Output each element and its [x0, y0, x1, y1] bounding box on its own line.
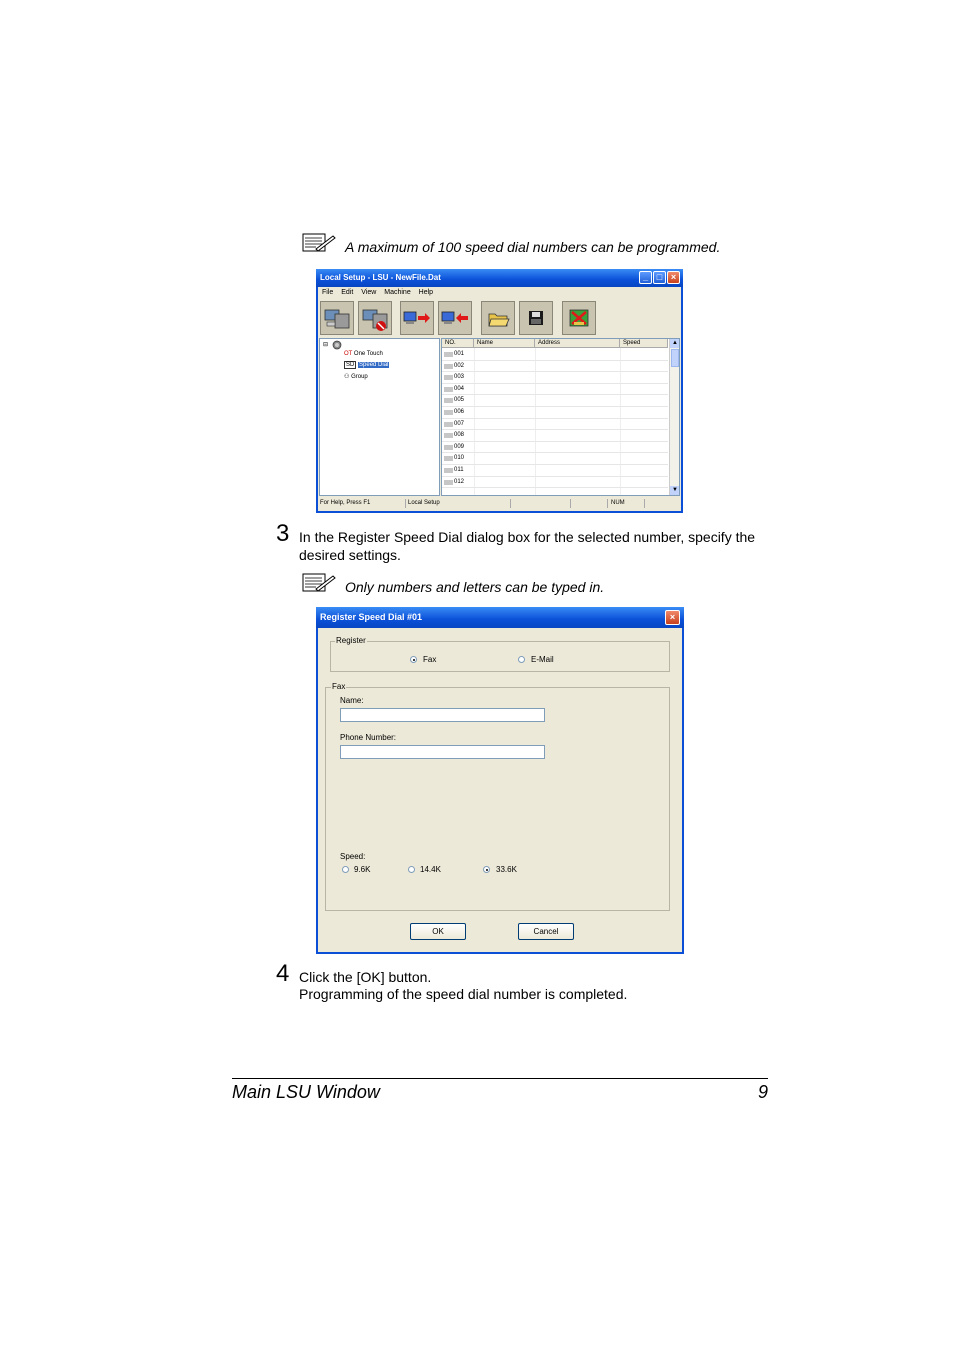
speed-33-6k-label: 33.6K [496, 865, 517, 874]
footer-title: Main LSU Window [232, 1082, 380, 1102]
open-folder-icon [482, 302, 514, 334]
dialog-titlebar [316, 607, 684, 628]
speed-9-6k-label: 9.6K [354, 865, 371, 874]
entry-icon [444, 480, 453, 485]
list-item[interactable]: 003 [442, 372, 668, 384]
fax-machine-icon [321, 302, 353, 334]
speed-dial-icon: SD [346, 362, 355, 368]
register-speed-dial-dialog [316, 607, 684, 954]
menu-edit[interactable]: Edit [341, 289, 354, 296]
fax-machine-disconnect-icon [359, 302, 391, 334]
list-item[interactable]: 010 [442, 453, 668, 465]
name-input[interactable] [340, 708, 545, 722]
list-item[interactable]: 007 [442, 419, 668, 431]
register-group [330, 641, 670, 672]
list-item[interactable]: 002 [442, 361, 668, 373]
speed-14-4k-label: 14.4K [420, 865, 441, 874]
window-client [318, 287, 681, 511]
toolbar-open-button[interactable] [481, 301, 515, 335]
step-text: Click the [OK] button. [299, 969, 432, 985]
status-divider [510, 499, 511, 508]
tree-item-group[interactable]: ⚇ Group [344, 374, 368, 380]
tree-item-speed-dial[interactable]: SD Speed Dial [346, 362, 389, 368]
register-email-label: E-Mail [531, 655, 554, 664]
column-header-speed[interactable]: Speed [620, 339, 668, 348]
status-divider [570, 499, 571, 508]
status-divider [644, 499, 645, 508]
ok-button[interactable]: OK [410, 923, 466, 940]
list-item[interactable]: 012 [442, 477, 668, 489]
window-titlebar [316, 269, 683, 287]
note-icon [302, 231, 336, 253]
toolbar-exit-button[interactable] [562, 301, 596, 335]
list-item[interactable]: 008 [442, 430, 668, 442]
status-divider [405, 499, 406, 508]
step-text: Programming of the speed dial number is completed. [299, 986, 628, 1002]
scrollbar-thumb[interactable] [671, 349, 679, 367]
tree-root-icon [332, 340, 342, 350]
cancel-button[interactable]: Cancel [518, 923, 574, 940]
entry-icon [444, 433, 453, 438]
menu-bar [318, 287, 681, 299]
menu-file[interactable]: File [322, 289, 334, 296]
save-disk-icon [520, 302, 552, 334]
menu-machine[interactable]: Machine [384, 289, 411, 296]
speed-dial-list [441, 338, 680, 496]
menu-help[interactable]: Help [418, 289, 434, 296]
speed-33-6k-radio[interactable] [483, 866, 490, 873]
send-to-machine-icon [401, 302, 433, 334]
name-label: Name: [340, 696, 364, 705]
register-email-radio[interactable] [518, 656, 525, 663]
entry-icon [444, 398, 453, 403]
window-title: Local Setup - LSU - NewFile.Dat [320, 273, 441, 282]
phone-number-label: Phone Number: [340, 733, 397, 742]
status-num: NUM [611, 500, 625, 506]
list-item[interactable]: 011 [442, 465, 668, 477]
minimize-icon[interactable]: _ [639, 271, 652, 284]
receive-from-machine-icon [439, 302, 471, 334]
list-item[interactable]: 005 [442, 395, 668, 407]
note-text: A maximum of 100 speed dial numbers can be programmed. [345, 239, 721, 255]
entry-icon [444, 445, 453, 450]
register-fax-label: Fax [423, 655, 437, 664]
entry-icon [444, 352, 453, 357]
page-number: 9 [757, 1082, 768, 1102]
exit-icon [563, 302, 595, 334]
toolbar-save-button[interactable] [519, 301, 553, 335]
note-icon [302, 571, 336, 593]
footer-rule [232, 1078, 768, 1079]
tree-panel [319, 338, 440, 496]
step-number: 3 [276, 520, 290, 547]
register-group-label: Register [336, 636, 366, 645]
list-item[interactable]: 004 [442, 384, 668, 396]
speed-label: Speed: [340, 852, 366, 861]
tree-item-one-touch[interactable]: OT One Touch [344, 351, 383, 357]
list-item[interactable]: 009 [442, 442, 668, 454]
step-number: 4 [276, 960, 290, 987]
entry-icon [444, 387, 453, 392]
close-icon[interactable]: × [667, 271, 680, 284]
entry-icon [444, 364, 453, 369]
scroll-down-icon[interactable]: ▼ [670, 486, 680, 495]
fax-group-label: Fax [332, 682, 346, 691]
toolbar-download-button[interactable] [438, 301, 472, 335]
menu-view[interactable]: View [361, 289, 377, 296]
status-mode: Local Setup [408, 500, 440, 506]
column-header-name[interactable]: Name [474, 339, 535, 348]
dialog-client [318, 628, 682, 952]
entry-icon [444, 456, 453, 461]
speed-14-4k-radio[interactable] [408, 866, 415, 873]
lsu-main-window [316, 269, 683, 513]
entry-icon [444, 422, 453, 427]
toolbar-upload-button[interactable] [400, 301, 434, 335]
toolbar-machine-button[interactable] [320, 301, 354, 335]
entry-icon [444, 468, 453, 473]
step-text: In the Register Speed Dial dialog box for the selected number, specify the desired settings. [299, 529, 756, 563]
scroll-up-icon[interactable]: ▲ [670, 339, 680, 348]
one-touch-icon: OT [344, 351, 353, 357]
dialog-title: Register Speed Dial #01 [320, 612, 423, 622]
column-header-no[interactable]: NO. [442, 339, 474, 348]
maximize-icon[interactable]: □ [653, 271, 666, 284]
entry-icon [444, 375, 453, 380]
tree-root-collapse-icon[interactable]: ⊟ [323, 342, 329, 348]
phone-number-input[interactable] [340, 745, 545, 759]
note-text: Only numbers and letters can be typed in. [345, 579, 605, 595]
status-help: For Help, Press F1 [320, 500, 371, 506]
column-header-address[interactable]: Address [535, 339, 620, 348]
group-icon: ⚇ [344, 374, 350, 380]
register-fax-radio[interactable] [410, 656, 417, 663]
toolbar-machine-disconnect-button[interactable] [358, 301, 392, 335]
speed-9-6k-radio[interactable] [342, 866, 349, 873]
list-item[interactable]: 006 [442, 407, 668, 419]
close-icon[interactable]: × [665, 610, 680, 625]
vertical-scrollbar[interactable] [669, 339, 680, 495]
list-item[interactable]: 001 [442, 349, 668, 361]
status-divider [607, 499, 608, 508]
entry-icon [444, 410, 453, 415]
